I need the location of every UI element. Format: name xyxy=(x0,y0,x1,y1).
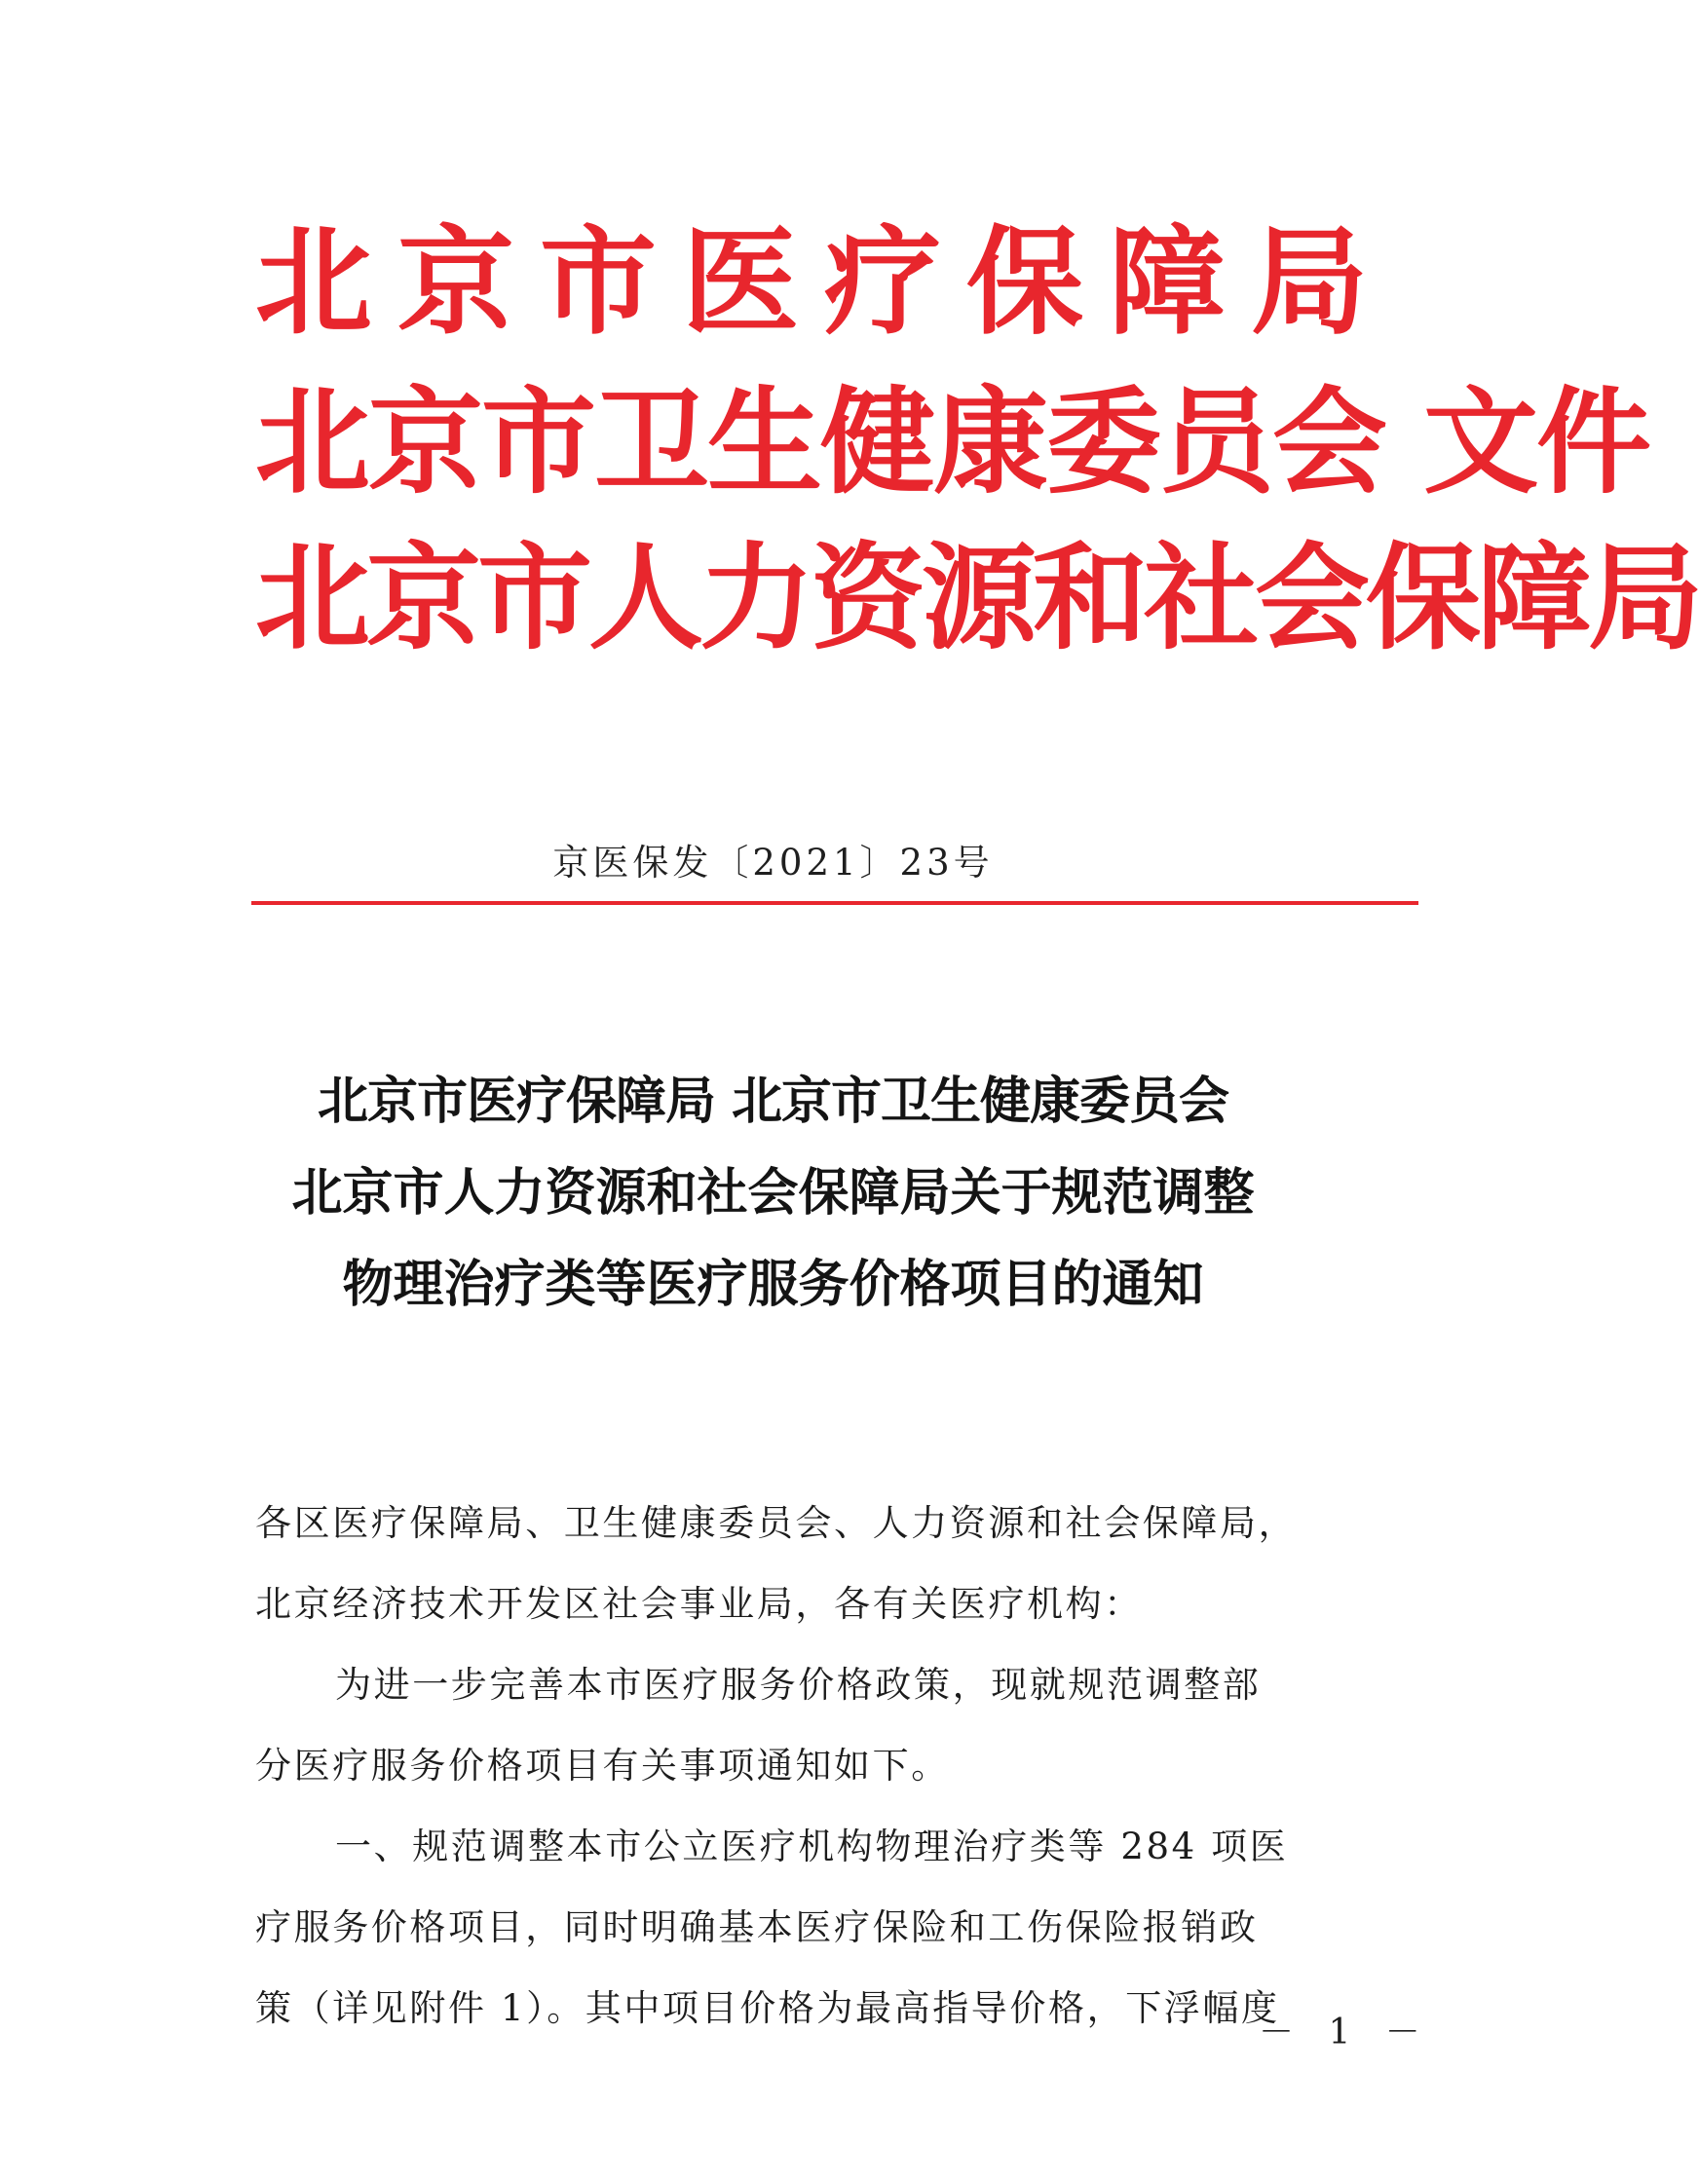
document-number: 京医保发〔2021〕23号 xyxy=(552,842,994,884)
header-line-health-commission-document: 北京市卫生健康委员会 文件 xyxy=(255,374,1650,509)
header-line-medical-security-bureau: 北京市医疗保障局 xyxy=(255,213,1393,351)
document-body xyxy=(255,1483,1346,2049)
body-line-section-one-2: 疗服务价格项目，同时明确基本医疗保险和工伤保险报销政 xyxy=(255,1906,1259,1948)
title-line-3: 物理治疗类等医疗服务价格项目的通知 xyxy=(342,1255,1204,1314)
title-line-1: 北京市医疗保障局 北京市卫生健康委员会 xyxy=(317,1072,1229,1131)
title-line-2: 北京市人力资源和社会保障局关于规范调整 xyxy=(291,1163,1255,1223)
body-line-section-one-1: 一、规范调整本市公立医疗机构物理治疗类等 284 项医 xyxy=(335,1826,1289,1867)
page-number: － 1 － xyxy=(1259,2013,1432,2052)
body-line-intro-1: 为进一步完善本市医疗服务价格政策，现就规范调整部 xyxy=(335,1664,1262,1706)
body-line-intro-2: 分医疗服务价格项目有关事项通知如下。 xyxy=(255,1745,950,1787)
body-line-recipients-2: 北京经济技术开发区社会事业局，各有关医疗机构： xyxy=(255,1583,1143,1625)
document-title xyxy=(0,1072,1546,1351)
red-divider-line xyxy=(251,901,1418,905)
body-line-recipients-1: 各区医疗保障局、卫生健康委员会、人力资源和社会保障局， xyxy=(255,1502,1298,1544)
body-line-section-one-3: 策（详见附件 1）。其中项目价格为最高指导价格，下浮幅度 xyxy=(255,1987,1280,2029)
header-line-human-resources-bureau: 北京市人力资源和社会保障局 xyxy=(255,530,1699,665)
